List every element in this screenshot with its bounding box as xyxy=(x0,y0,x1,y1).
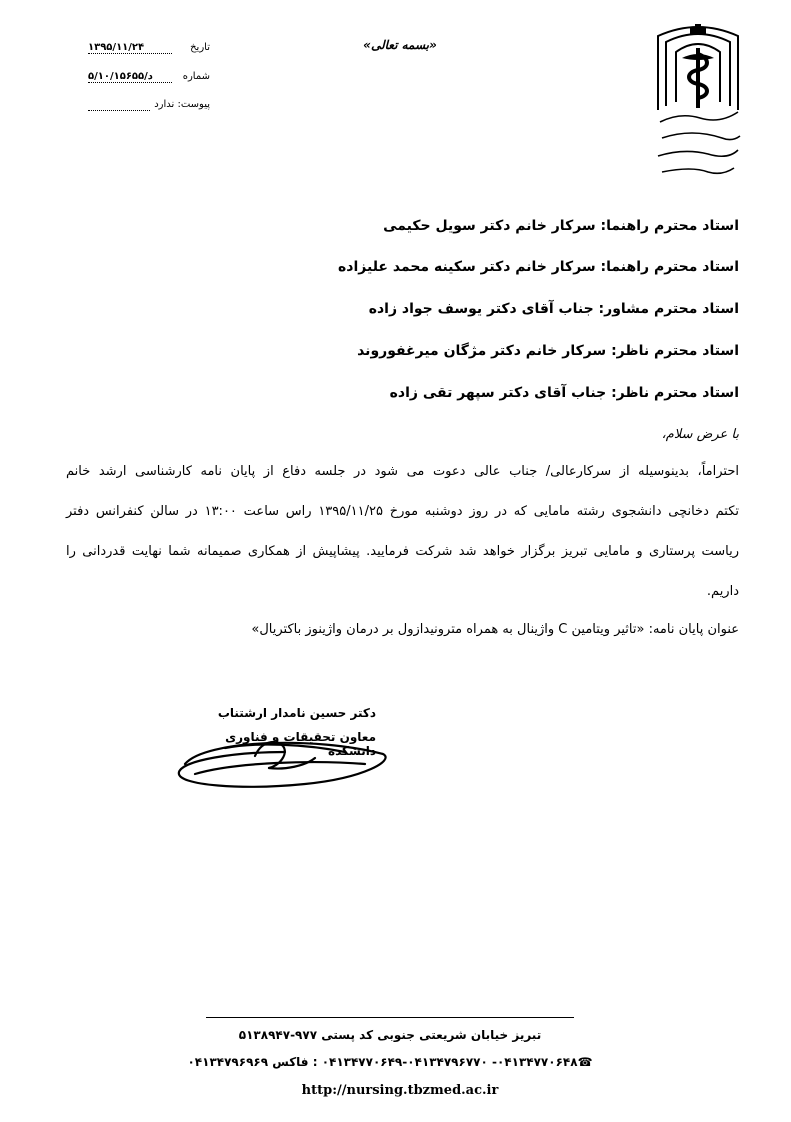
number-label: شماره xyxy=(182,71,210,82)
number-value: ۵/د/۱۰/۱۵۶۵۵ xyxy=(88,71,153,82)
attachment-dotted-line xyxy=(88,110,150,111)
greeting: با عرض سلام، xyxy=(661,427,739,442)
number-row xyxy=(88,71,210,87)
body-line: تکتم دخانچی دانشجوی رشته مامایی که در روز دوشنبه مورخ ۱۳۹۵/۱۱/۲۵ راس ساعت ۱۳:۰۰ در سالن کنفرانس دفتر xyxy=(66,504,740,519)
date-dotted-line xyxy=(88,53,172,54)
body-line: ریاست پرستاری و مامایی تبریز برگزار خواهد شد شرکت فرمایید. پیشاپیش از همکاری صمیمانه شما نهایت قدردانی را xyxy=(66,544,739,559)
footer-phones: ☎۰۴۱۳۴۷۷۰۶۴۸- ۰۴۱۳۴۷۷۰۶۴۹-۰۴۱۳۴۷۹۶۷۷۰ : فاکس ۰۴۱۳۴۷۹۶۹۶۹ xyxy=(187,1055,593,1069)
date-value: ۱۳۹۵/۱۱/۲۴ xyxy=(88,42,145,53)
body-line: احتراماً، بدینوسیله از سرکارعالی/ جناب عالی دعوت می شود در جلسه دفاع از پایان نامه کارشناسی ارشد خانم xyxy=(66,464,739,479)
handwritten-signature xyxy=(165,712,395,802)
recipient-line: استاد محترم راهنما: سرکار خانم دکتر سویل حکیمی xyxy=(383,218,739,234)
recipient-line: استاد محترم ناظر: سرکار خانم دکتر مژگان میرغفوروند xyxy=(357,343,739,359)
attachment-row xyxy=(88,99,210,115)
university-logo xyxy=(652,18,744,183)
attachment-label: پیوست: ندارد xyxy=(154,99,210,110)
recipient-line: استاد محترم راهنما: سرکار خانم دکتر سکینه محمد علیزاده xyxy=(338,259,739,275)
basmala-heading: «بسمه تعالی» xyxy=(363,38,437,52)
recipient-line: استاد محترم مشاور: جناب آقای دکتر یوسف جواد زاده xyxy=(368,301,739,317)
date-label: تاریخ xyxy=(190,42,210,53)
number-dotted-line xyxy=(88,82,172,83)
body-line: داریم. xyxy=(706,584,739,599)
date-row xyxy=(88,42,210,58)
signer-name: دکتر حسین نامدار ارشتناب xyxy=(217,706,376,720)
footer-url[interactable]: http://nursing.tbzmed.ac.ir xyxy=(301,1083,499,1098)
recipient-line: استاد محترم ناظر: جناب آقای دکتر سپهر تقی زاده xyxy=(389,385,739,401)
thesis-title: عنوان پایان نامه: «تاثیر ویتامین C واژینال به همراه مترونیدازول بر درمان واژینوز باکتریال» xyxy=(251,622,739,637)
footer-divider xyxy=(206,1017,574,1018)
footer-address: تبریز خیابان شریعتی جنوبی کد پستی ۹۷۷-۵۱۳۸۹۴۷ xyxy=(238,1028,542,1042)
signer-title: معاون تحقیقات و فناوری دانشکده xyxy=(225,730,376,758)
